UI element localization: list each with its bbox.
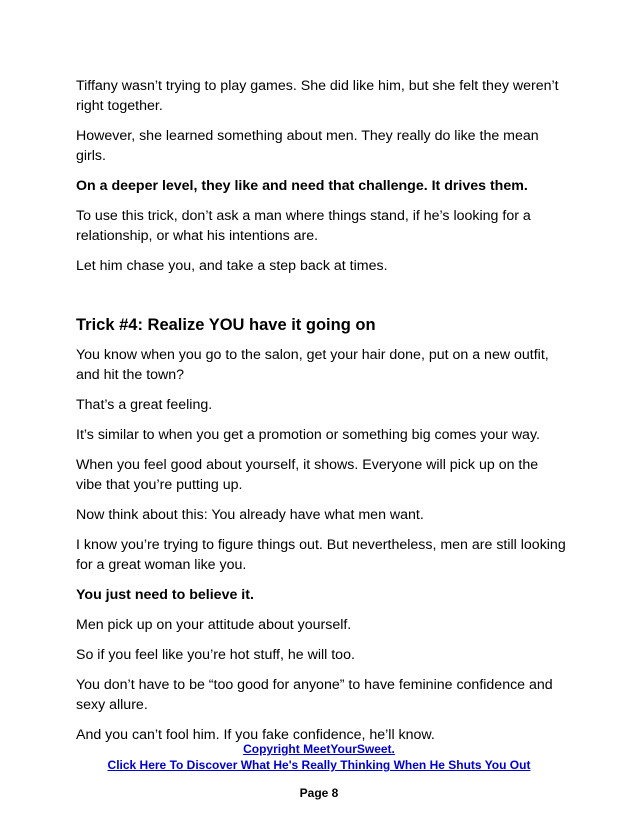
paragraph: So if you feel like you’re hot stuff, he will too. [76,647,355,663]
paragraph: To use this trick, don’t ask a man where things stand, if he’s looking for a relationship, or what his intentions are. [76,208,531,244]
body-text-before-heading [76,76,566,276]
bold-paragraph: You just need to believe it. [76,587,254,603]
paragraph: However, she learned something about men. They really do like the mean girls. [76,128,539,164]
paragraph: Tiffany wasn’t trying to play games. She did like him, but she felt they weren’t right together. [76,78,559,114]
paragraph: And you can’t fool him. If you fake confidence, he’ll know. [76,727,435,743]
body-text-after-heading [76,345,566,745]
bold-paragraph: On a deeper level, they like and need that challenge. It drives them. [76,178,528,194]
paragraph: Now think about this: You already have what men want. [76,507,424,523]
discover-link[interactable]: Click Here To Discover What He's Really Thinking When He Shuts You Out [107,758,531,772]
paragraph: I know you’re trying to figure things out. But nevertheless, men are still looking for a great woman like you. [76,537,566,573]
section-heading: Trick #4: Realize YOU have it going on [76,316,376,334]
paragraph: When you feel good about yourself, it shows. Everyone will pick up on the vibe that you’re putting up. [76,457,539,493]
paragraph: Let him chase you, and take a step back at times. [76,258,388,274]
paragraph: Men pick up on your attitude about yourself. [76,617,352,633]
page-number: Page 8 [299,786,339,800]
document-page [76,76,566,755]
section-spacer [76,286,566,314]
paragraph: You know when you go to the salon, get your hair done, put on a new outfit, and hit the town? [76,347,549,383]
copyright-link[interactable]: Copyright MeetYourSweet. [243,742,395,756]
paragraph: You don’t have to be “too good for anyone” to have feminine confidence and sexy allure. [76,677,553,713]
paragraph: It’s similar to when you get a promotion or something big comes your way. [76,427,540,443]
paragraph: That’s a great feeling. [76,397,213,413]
